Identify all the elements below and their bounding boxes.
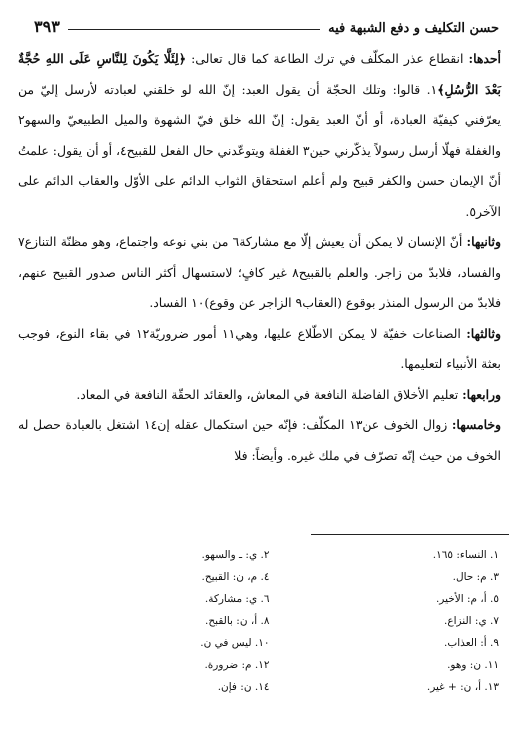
footnote-row: [40, 566, 499, 588]
footnote-row: [40, 654, 499, 676]
paragraph-first: [18, 44, 501, 227]
footnote-row: [40, 544, 499, 566]
footnotes: [40, 544, 499, 698]
footnote: ١٠. ليس في ن.: [200, 637, 270, 649]
footnote: ١٢. م: ضرورة.: [204, 659, 270, 671]
footnote: ١. النساء: ١٦٥.: [432, 549, 499, 561]
paragraph-text: الصناعات خفيّة لا يمكن الاطّلاع عليها، وهي١١ أمور ضروريّة١٢ في بقاء النوع، فوجب بعثة الأنبياء لتعليمها.: [18, 325, 501, 371]
footnote: ١١. ن: وهو.: [447, 659, 499, 671]
paragraph-text: أنّ الإنسان لا يمكن أن يعيش إلّا مع مشاركة٦ من بني نوعه واجتماع، وهو مظنّة التنازع٧ والفساد، فلابدّ من زاجر. والعلم بالقبيح٨ غير كافٍ؛ لاستسهال أكثر الناس صدور القبيح عنهم، فلابدّ من الرسول المنذر بوقوع (العقاب٩ الزاجر عن وقوع)١٠ الفساد.: [18, 234, 501, 310]
footnote: ٢. ي: ـ والسهو.: [201, 549, 270, 561]
paragraph-text: ١. قالوا: وتلك الحجّة أن يقول العبد: إنّ الله لو خلقني لعبادته لأرسل إليّ من يعرّفني كيفيّة العبادة، أو أنّ العبد يقول: إنّ الله خلق فيّ الشهوة والميل الطبيعيّ والسهو٢ والغفلة فهلّا أرسل رسولاً يذكّرني حين٣ الغفلة ويتوعّدني حال الفعل للقبيح٤، أو أن يقول: علمتُ أنّ الإيمان حسن والكفر قبيح ولم أعلم استحقاق الثواب الدائم على الأوّل والعقاب الدائم على الآخر٥.: [18, 81, 501, 219]
paragraph-lead: وثانيها:: [466, 234, 501, 249]
paragraph-text: زوال الخوف عن١٣ المكلّف: فإنّه حين استكمال عقله إن١٤ اشتغل بالعبادة حصل له الخوف من حيث إنّه تصرّف في ملك غيره. وأيضاً: فلا: [18, 417, 501, 463]
paragraph-lead: أحدها:: [468, 51, 501, 66]
paragraph-text: تعليم الأخلاق الفاضلة النافعة في المعاش، والعقائد الحقّة النافعة في المعاد.: [76, 386, 463, 402]
footnote-row: [40, 588, 499, 610]
header-title: حسن التكليف و دفع الشبهة فيه: [328, 21, 499, 36]
footnote-row: [40, 610, 499, 632]
main-text: [18, 44, 501, 471]
paragraph-third: [18, 319, 501, 380]
footnote: ٧. ي: النزاع.: [443, 615, 499, 627]
paragraph-lead: وثالثها:: [466, 325, 501, 341]
paragraph-text: انقطاع عذر المكلّف في ترك الطاعة كما قال تعالى:: [185, 51, 469, 66]
footnote: ١٤. ن: فإن.: [217, 681, 270, 693]
footnote: ٤. م، ن: القبيح.: [201, 571, 270, 583]
running-header: [34, 10, 499, 36]
footnote-divider: [311, 534, 509, 535]
footnote: ٥. أ، م: الأخير.: [435, 593, 499, 605]
paragraph-fifth: [18, 410, 501, 471]
header-rule: [68, 29, 320, 30]
footnote: ١٣. أ، ن: + غير.: [426, 681, 499, 693]
paragraph-lead: وخامسها:: [451, 417, 502, 432]
footnote: ٣. م: حال.: [452, 571, 499, 583]
footnote-row: [40, 632, 499, 654]
paragraph-second: [18, 227, 501, 319]
footnote-row: [40, 676, 499, 698]
page-number: ٣٩٣: [34, 17, 60, 36]
footnote: ٨. أ، ن: بالقبح.: [205, 615, 270, 627]
footnote: ٩. أ: العذاب.: [444, 637, 499, 649]
quran-verse: ﴿لِئَلَّا يَكُونَ لِلنَّاسِ عَلَى اللهِ حُجَّةٌ بَعْدَ الرُّسُلِ﴾: [18, 51, 501, 97]
paragraph-fourth: [18, 380, 501, 411]
paragraph-lead: ورابعها:: [462, 386, 501, 402]
footnote: ٦. ي: مشاركة.: [204, 593, 270, 605]
